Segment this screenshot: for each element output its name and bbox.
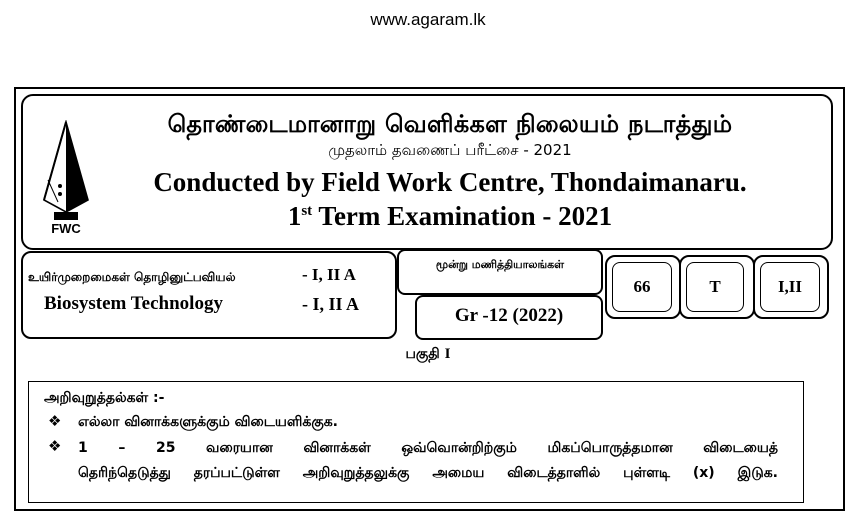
part-label: பகுதி xyxy=(405,346,440,362)
instruction-text: 1 – 25 வரையான வினாக்கள் ஒவ்வொன்றிற்கும் மிகப்பொருத்தமான விடையைத் xyxy=(78,440,778,456)
exam-ordinal-suffix: st xyxy=(301,203,313,219)
exam-ordinal: 1 xyxy=(287,201,302,231)
grade-label: Gr -12 (2022) xyxy=(454,305,564,326)
instructions-heading: அறிவுறுத்தல்கள் :- xyxy=(44,390,165,406)
title-tamil: தொண்டைமானாறு வெளிக்கள நிலையம் நடாத்தும் xyxy=(167,110,733,138)
diamond-bullet-icon: ❖ xyxy=(48,437,62,455)
exam-title xyxy=(100,201,800,232)
website-url: www.agaram.lk xyxy=(370,10,486,29)
title-english: Conducted by Field Work Centre, Thondaimanaru. xyxy=(153,167,747,197)
duration-label: மூன்று மணித்தியாலங்கள் xyxy=(435,258,565,271)
subject-code-english: - I, II A xyxy=(302,294,360,314)
subject-number-code: 66 xyxy=(612,262,672,312)
medium-code: T xyxy=(686,262,744,312)
instruction-text-continued: தெரிந்தெடுத்து தரப்பட்டுள்ள அறிவுறுத்தலுக்கு அமைய விடைத்தாளில் புள்ளடி (x) இடுக. xyxy=(78,465,778,481)
subtitle-tamil: முதலாம் தவணைப் பரீட்சை - 2021 xyxy=(328,141,572,159)
paper-code: I,II xyxy=(760,262,820,312)
subject-name-english: Biosystem Technology xyxy=(44,293,223,314)
subject-name-tamil: உயிர்முறைமைகள் தொழினுட்பவியல் xyxy=(28,270,236,284)
part-heading xyxy=(380,346,476,364)
diamond-bullet-icon: ❖ xyxy=(48,412,62,430)
subject-code-tamil: - I, II A xyxy=(302,265,356,284)
part-number: I xyxy=(444,346,451,362)
logo-label: FWC xyxy=(51,221,81,236)
exam-title-rest: Term Examination - 2021 xyxy=(312,201,613,231)
instruction-text: எல்லா வினாக்களுக்கும் விடையளிக்குக. xyxy=(78,414,338,430)
